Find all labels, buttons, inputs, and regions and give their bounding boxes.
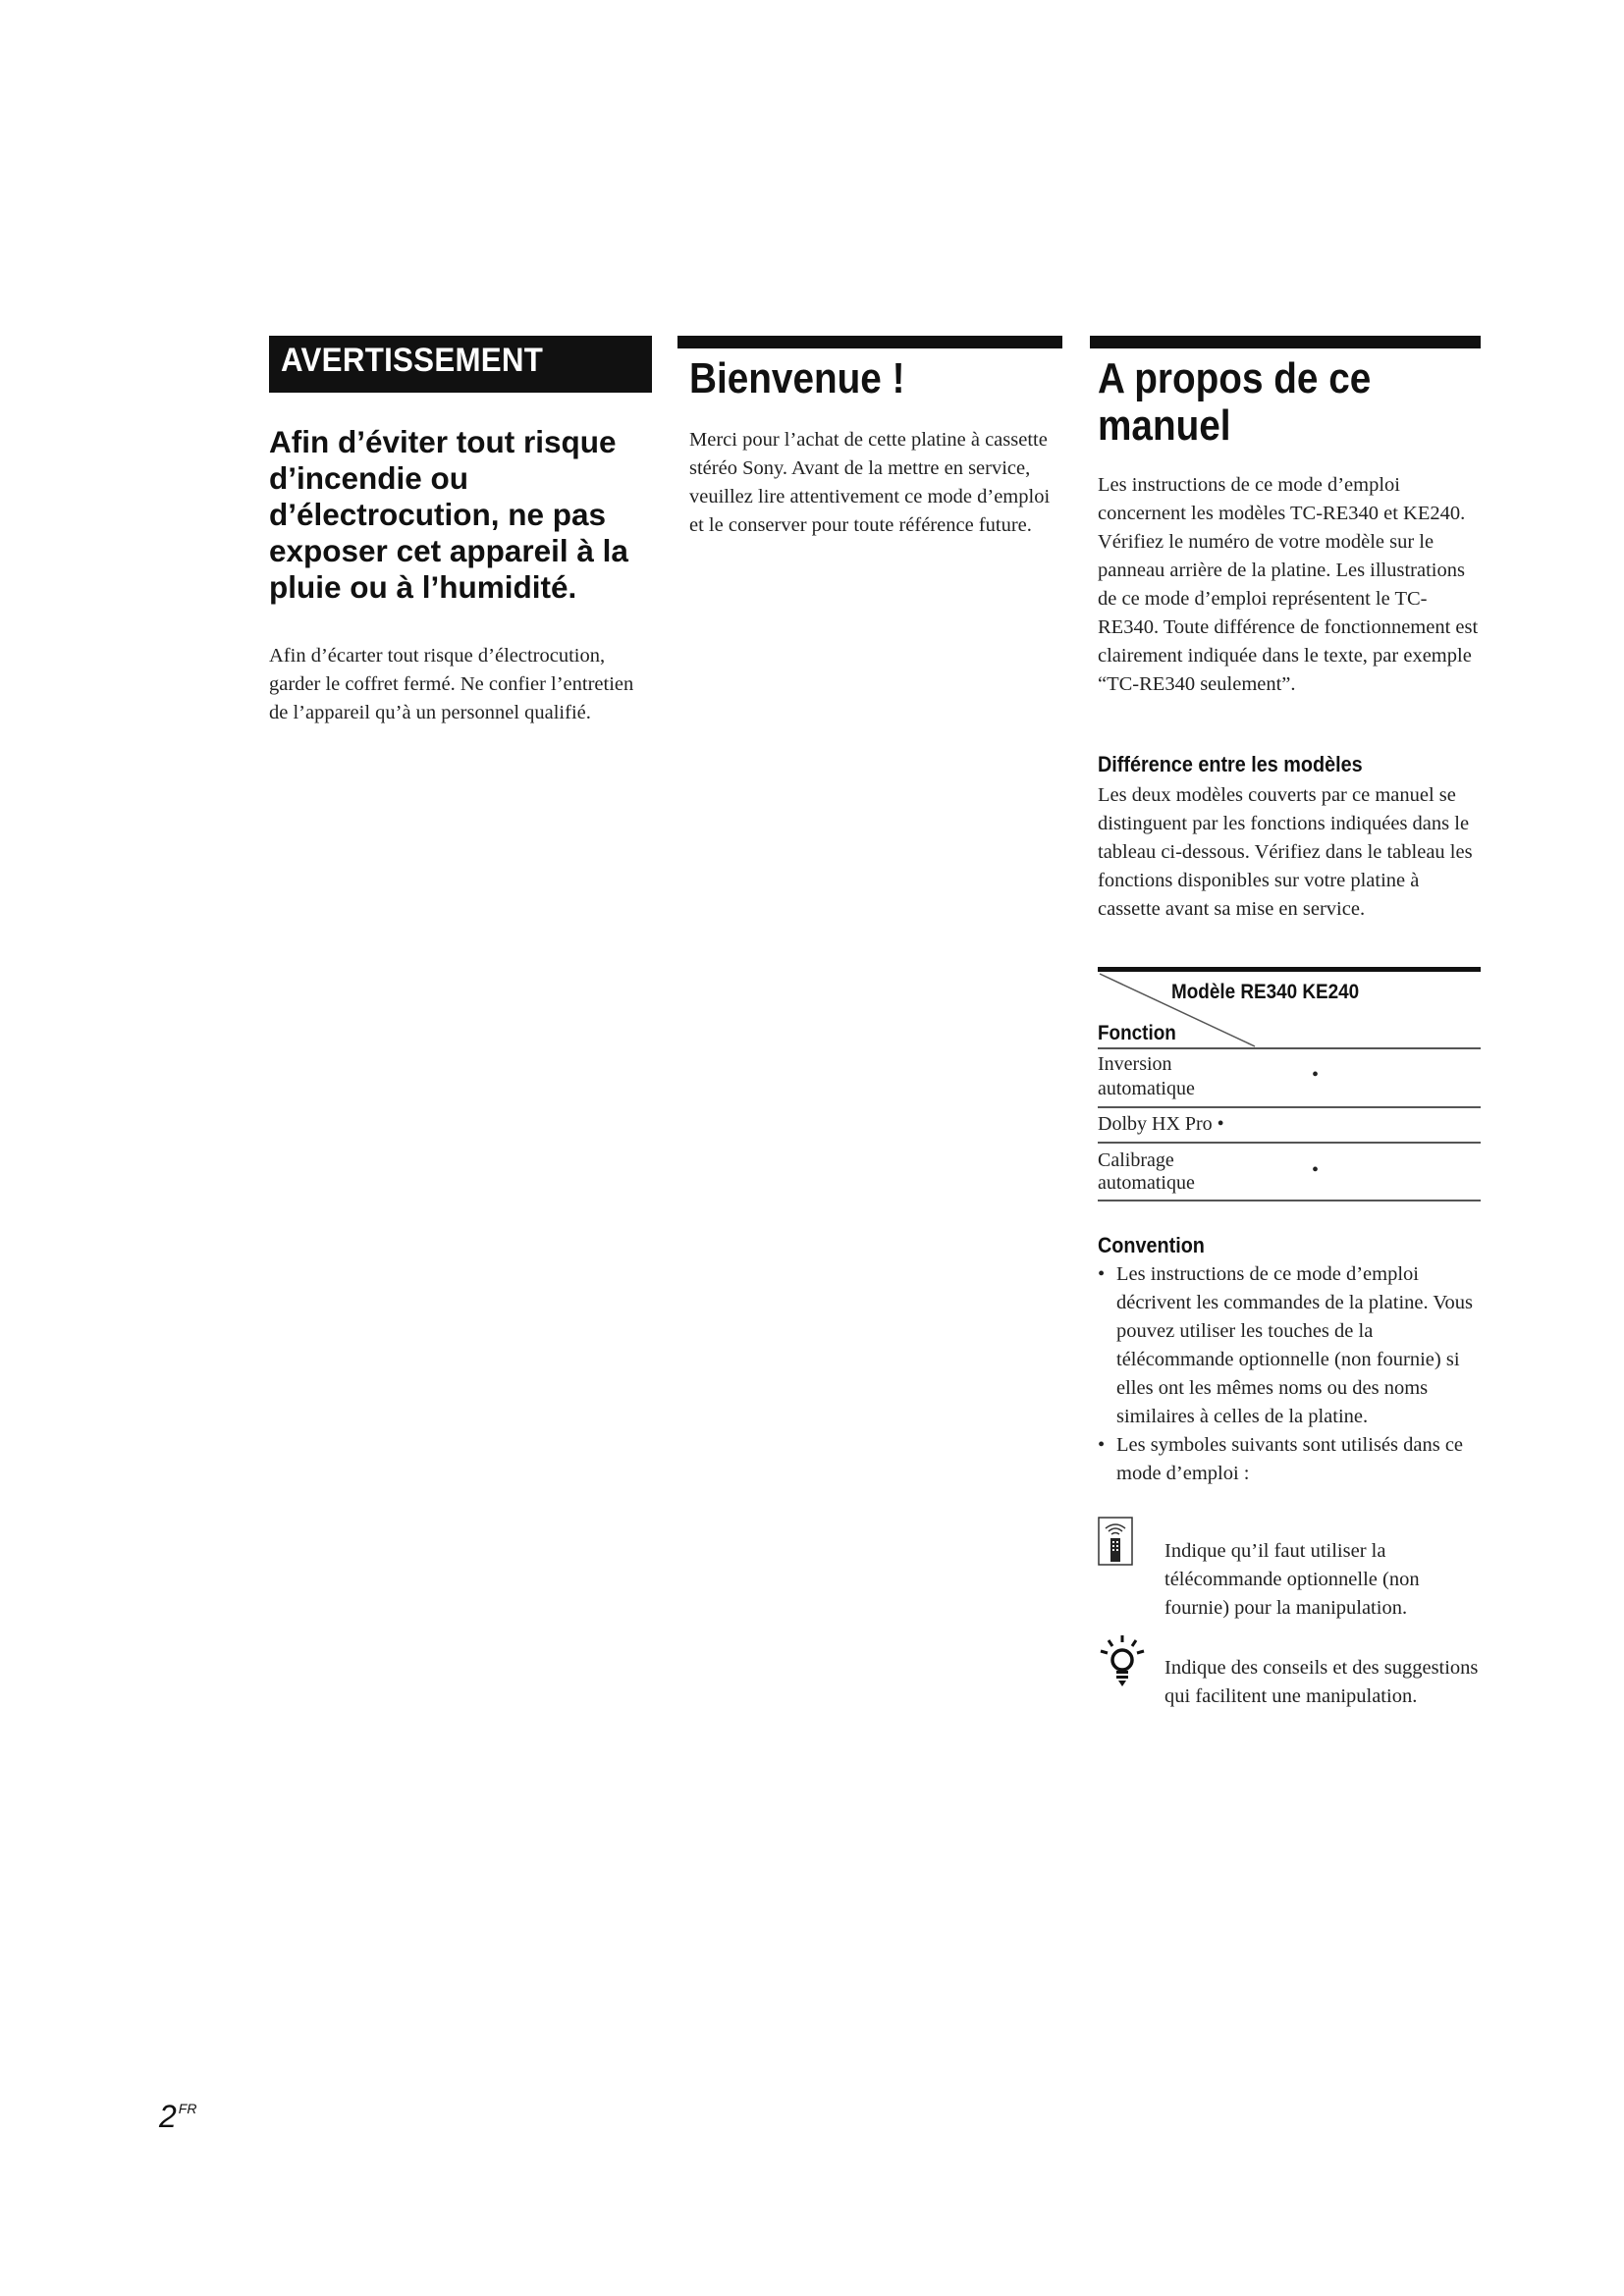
convention-list [1098, 1260, 1483, 1488]
model-difference-heading: Différence entre les modèles [1098, 752, 1363, 776]
table-rule [1098, 1106, 1481, 1108]
table-rule [1098, 1200, 1481, 1201]
function-line1: Calibrage [1098, 1149, 1174, 1171]
convention-heading: Convention [1098, 1233, 1205, 1257]
symbol-tip-description: Indique des conseils et des suggestions qui facilitent une manipulation. [1164, 1656, 1479, 1707]
about-rule [1090, 336, 1481, 348]
about-intro: Les instructions de ce mode d’emploi concernent les modèles TC-RE340 et KE240. Vérifiez le numéro de votre modèle sur le panneau arrière de la platine. Les illustrations de ce mode d’emploi représentent le TC-RE340. Toute différence de fonctionnement est clairement indiquée dans le texte, par exemple “TC-RE340 seulement”. [1098, 474, 1479, 695]
warning-heading: Afin d’éviter tout risque d’incendie ou d’électrocution, ne pas exposer cet appareil à la pluie ou à l’humidité. [269, 424, 628, 605]
light-bulb-icon [1098, 1633, 1147, 1688]
table-rule [1098, 1047, 1481, 1049]
page-number [159, 2099, 196, 2135]
table-header-function: Fonction [1098, 1022, 1176, 1044]
function-line1: Dolby HX Pro • [1098, 1113, 1224, 1135]
model-difference-body: Les deux modèles couverts par ce manuel se distinguent par les fonctions indiquées dans le tableau ci-dessous. Vérifiez dans le tableau les fonctions disponibles sur votre platine à cassette avant sa mise en service. [1098, 784, 1473, 920]
table-function-cell [1098, 1149, 1245, 1195]
about-heading-line1: A propos de ce [1098, 354, 1372, 402]
welcome-rule [677, 336, 1062, 348]
list-item: • Les symboles suivants sont utilisés dans ce mode d’emploi : [1098, 1431, 1483, 1488]
table-function-cell [1098, 1112, 1294, 1137]
page-number-value: 2 [159, 2099, 177, 2134]
welcome-heading: Bienvenue ! [689, 354, 905, 402]
warning-banner [269, 336, 652, 393]
about-heading-line2: manuel [1098, 401, 1231, 450]
warning-banner-label: AVERTISSEMENT [281, 342, 544, 379]
model-comparison-table [1098, 967, 1481, 1207]
function-line1: Inversion [1098, 1053, 1172, 1075]
function-line2: automatique [1098, 1078, 1195, 1099]
feature-available-mark: • [1312, 1064, 1320, 1086]
remote-control-icon [1098, 1517, 1133, 1566]
table-function-cell [1098, 1052, 1245, 1101]
about-heading [1098, 355, 1371, 450]
function-line2: automatique [1098, 1172, 1195, 1194]
symbol-remote-description: Indique qu’il faut utiliser la télécommande optionnelle (non fournie) pour la manipulation. [1164, 1539, 1420, 1619]
list-item: • Les instructions de ce mode d’emploi décrivent les commandes de la platine. Vous pouvez utiliser les touches de la télécommande optionnelle (non fournie) si elles ont les mêmes noms ou des noms similaires à celles de la platine. [1098, 1260, 1483, 1431]
table-header-model: Modèle RE340 KE240 [1171, 981, 1360, 1003]
table-rule [1098, 1142, 1481, 1144]
page-language-suffix: FR [178, 2101, 197, 2116]
welcome-body: Merci pour l’achat de cette platine à cassette stéréo Sony. Avant de la mettre en service, veuillez lire attentivement ce mode d’emploi et le conserver pour toute référence future. [689, 429, 1051, 536]
feature-available-mark: • [1312, 1159, 1320, 1181]
warning-body: Afin d’écarter tout risque d’électrocution, garder le coffret fermé. Ne confier l’entretien de l’appareil qu’à un personnel qualifié. [269, 645, 634, 723]
